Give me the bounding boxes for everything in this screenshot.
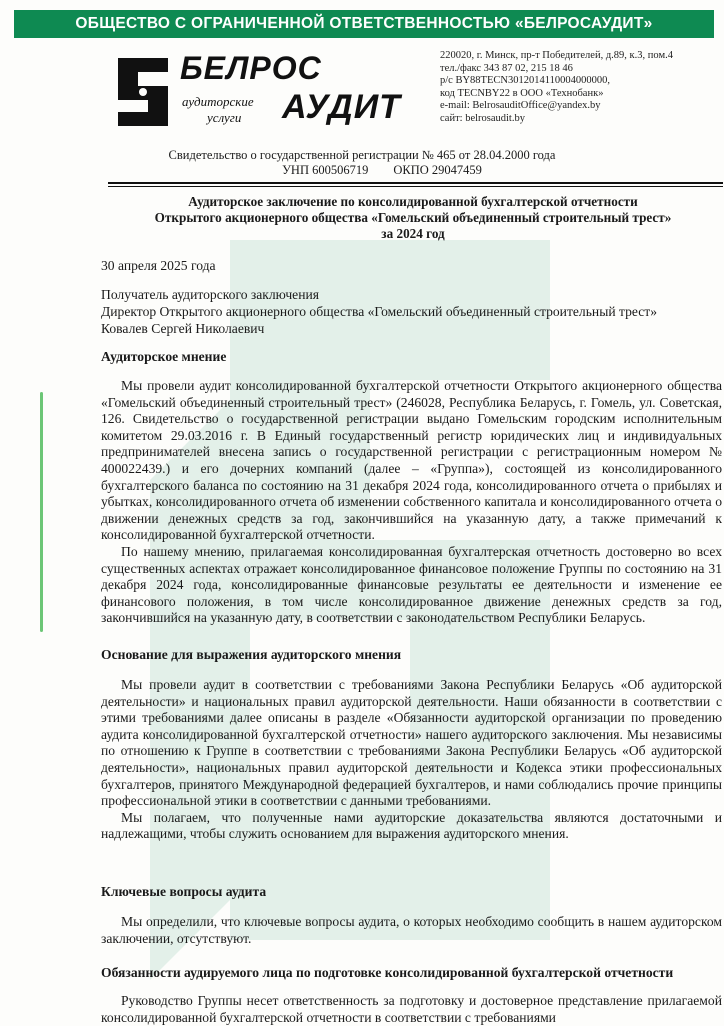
recipient-position: Директор Открытого акционерного общества «Гомельский объединенный строительный трест» bbox=[101, 304, 658, 319]
section-heading-basis: Основание для выражения аудиторского мнения bbox=[101, 647, 402, 662]
basis-paragraph-2: Мы полагаем, что полученные нами аудиторские доказательства являются достаточными и надлежащими, чтобы служить основанием для выражения аудиторского мнения. bbox=[101, 809, 722, 842]
contact-email[interactable]: e-mail: BelrosauditOffice@yandex.by bbox=[440, 100, 601, 112]
contact-phone: тел./факс 343 87 02, 215 18 46 bbox=[440, 62, 573, 74]
section-heading-key-matters: Ключевые вопросы аудита bbox=[101, 884, 267, 899]
contact-website[interactable]: сайт: belrosaudit.by bbox=[440, 112, 525, 124]
section-heading-opinion: Аудиторское мнение bbox=[101, 349, 227, 364]
section-heading-duties: Обязанности аудируемого лица по подготовке консолидированной бухгалтерской отчетности bbox=[101, 965, 674, 980]
basis-paragraph-1: Мы провели аудит в соответствии с требованиями Закона Республики Беларусь «Об аудиторской деятельности» и национальных правил аудиторской деятельности. Наши обязанности в соответствии с этими требованиями далее описаны в разделе «Обязанности аудиторской организации по проведению аудита консолидированной бухгалтерской отчетности» нашего аудиторского заключения. Мы независимы по отношению к Группе в соответствии с требованиями Закона Республики Беларусь «Об аудиторской деятельности», национальных правил аудиторской деятельности и Кодекса этики профессиональных бухгалтеров, принятого Международной федерацией бухгалтеров, и нами соблюдались прочие принципы профессиональной этики в соответствии с данными требованиями. bbox=[101, 677, 722, 809]
registration-codes: УНП 600506719 ОКПО 29047459 bbox=[282, 163, 482, 177]
basis-paragraphs bbox=[101, 677, 722, 843]
logo-brand-text: БЕЛРОС bbox=[180, 50, 322, 86]
opinion-paragraph-1: Мы провели аудит консолидированной бухгалтерской отчетности Открытого акционерного общества «Гомельский объединенный строительный трест» (246028, Республика Беларусь, г. Гомель, ул. Советская, 126. Свидетельство о государственной регистрации выдано Гомельским городским исполнительным комитетом 29.03.2016 г. В Единый государственный регистр юридических лиц и индивидуальных предпринимателей внесена запись о государственной регистрации с регистрационным номером № 400022439.) и его дочерних компаний (далее – «Группа»), состоящей из консолидированного бухгалтерского баланса по состоянию на 31 декабря 2024 года, консолидированного отчета о прибылях и убытках, консолидированного отчета об изменении собственного капитала и консолидированного отчета о движении денежных средств за год, закончившийся на указанную дату, а также примечаний к консолидированной бухгалтерской отчетности. bbox=[101, 378, 722, 543]
recipient-name: Ковалев Сергей Николаевич bbox=[101, 321, 265, 336]
opinion-paragraph-2: По нашему мнению, прилагаемая консолидированная бухгалтерская отчетность достоверно во всех существенных аспектах отражает консолидированное финансовое положение Группы по состоянию на 31 декабря 2024 года, консолидированные финансовые результаты ее деятельности и изменение ее финансового положения, в том числе консолидированное движение денежных средств за год, закончившийся на указанную дату, в соответствии с законодательством Республики Беларусь. bbox=[101, 543, 722, 626]
company-logo bbox=[112, 50, 401, 136]
contact-block bbox=[440, 50, 720, 126]
margin-highlight-mark bbox=[40, 392, 43, 632]
contact-account: р/с BY88TECN3012014110004000000, bbox=[440, 75, 610, 87]
document-title-line-2: Открытого акционерного общества «Гомельский объединенный строительный трест» bbox=[154, 210, 672, 225]
logo-emblem-icon bbox=[112, 52, 174, 132]
header-divider-thin bbox=[108, 186, 723, 187]
company-banner: ОБЩЕСТВО С ОГРАНИЧЕННОЙ ОТВЕТСТВЕННОСТЬЮ «БЕЛРОСАУДИТ» bbox=[14, 10, 714, 38]
recipient-label: Получатель аудиторского заключения bbox=[101, 287, 319, 302]
document-title-line-3: за 2024 год bbox=[381, 226, 445, 241]
logo-subtitle-2: услуги bbox=[207, 110, 242, 125]
logo-subtitle-1: аудиторские bbox=[182, 94, 254, 109]
key-matters-paragraph bbox=[101, 914, 722, 947]
document-title-line-1: Аудиторское заключение по консолидированной бухгалтерской отчетности bbox=[188, 194, 638, 209]
contact-bank: код TECNBY22 в ООО «Технобанк» bbox=[440, 87, 604, 99]
opinion-paragraphs bbox=[101, 378, 722, 627]
duties-paragraph-1: Руководство Группы несет ответственность за подготовку и достоверное представление прилагаемой консолидированной бухгалтерской отчетности в соответствии с требованиями bbox=[101, 993, 722, 1025]
key-matters-paragraph-1: Мы определили, что ключевые вопросы аудита, о которых необходимо сообщить в нашем аудиторском заключении, отсутствуют. bbox=[101, 914, 722, 946]
logo-brand-text-2: АУДИТ bbox=[282, 88, 401, 126]
document-date: 30 апреля 2025 года bbox=[101, 258, 216, 273]
duties-paragraph bbox=[101, 993, 722, 1026]
header-divider bbox=[108, 182, 723, 184]
contact-address: 220020, г. Минск, пр-т Победителей, д.89, к.3, пом.4 bbox=[440, 50, 673, 61]
registration-certificate: Свидетельство о государственной регистрации № 465 от 28.04.2000 года bbox=[168, 148, 556, 162]
